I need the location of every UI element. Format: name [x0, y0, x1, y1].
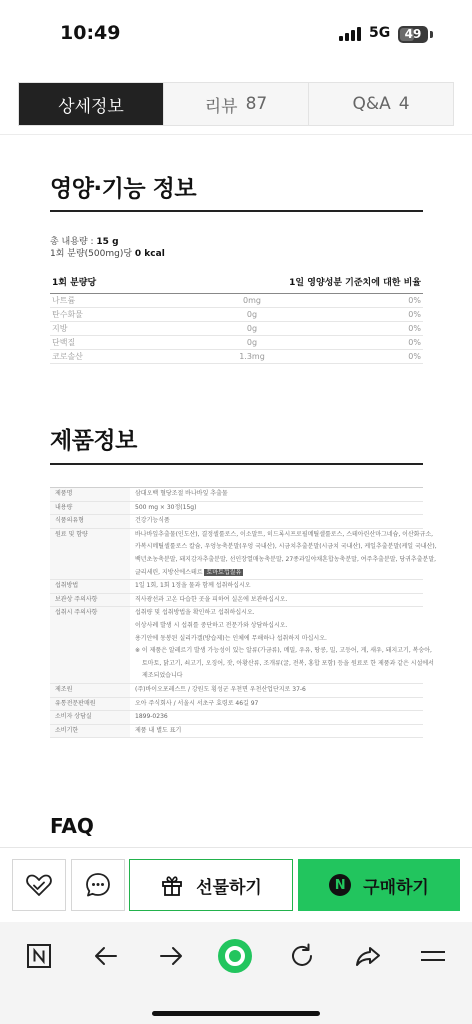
tabs-n-icon [25, 942, 53, 970]
gift-icon [160, 873, 184, 897]
table-row: 섭취시 주의사항 섭취량 및 섭취방법을 확인하고 섭취하십시오. 이상사례 발생 시 섭취를 중단하고 전문가와 상담하십시오. 용기안에 동봉된 실리카겔(방습제)는 인체에 무해하나 섭취하지 마십시오. ※ 이 제품은 알레르기 발생 가능성이 있는 알류(가금류), 메밀, 우유, 땅콩, 밀, 고등어, 게, 새우, 돼지고기, 복숭아, 토마토, 닭고기, 쇠고기, 오징어, 잣, 아황산류, 조개류(굴, 전복, 홍합 포함) 등을 원료로 한 제품과 같은 시설에서 제조되었습니다 [50, 607, 423, 684]
home-indicator [152, 1011, 320, 1016]
table-row: 단백질 0g 0% [50, 336, 423, 350]
home-button[interactable] [217, 938, 253, 974]
wishlist-button[interactable] [12, 859, 66, 911]
table-row: 코로솔산 1.3mg 0% [50, 350, 423, 364]
detail-tabs [18, 82, 454, 126]
refresh-icon [288, 942, 316, 970]
menu-button[interactable] [415, 938, 451, 974]
gift-button[interactable] [129, 859, 293, 911]
table-row: 식품의유형 건강기능식품 [50, 515, 423, 529]
table-row: 소비자 상담실 1899-0236 [50, 711, 423, 725]
battery-level: 49 [404, 27, 422, 41]
table-row: 소비기한 제품 내 별도 표기 [50, 725, 423, 739]
tab-qna-label: Q&A [352, 94, 391, 114]
signal-icon [339, 27, 363, 41]
table-row: 지방 0g 0% [50, 322, 423, 336]
faq-title: FAQ [50, 814, 94, 838]
product-info-table [50, 487, 437, 738]
share-icon [354, 942, 382, 970]
buy-button-label: 구매하기 [363, 877, 429, 898]
battery-cap [430, 31, 433, 38]
tab-detail-label: 상세정보 [58, 96, 124, 117]
table-row: 보관상 주의사항 직사광선과 고온 다습한 곳을 피하여 실온에 보관하십시오. [50, 594, 423, 608]
refresh-button[interactable] [284, 938, 320, 974]
menu-icon [419, 942, 447, 970]
table-row: 제품명 삼대오백 혈당조절 바나바잎 추출물 [50, 488, 423, 502]
tab-review-label: 리뷰 [204, 96, 238, 117]
gift-button-label: 선물하기 [196, 877, 262, 898]
status-bar [0, 0, 472, 70]
tab-qna-count: 4 [398, 94, 410, 114]
col-daily-value: 1일 영양성분 기준치에 대한 비율 [289, 278, 421, 288]
table-row: 내용량 500 mg × 30정(15g) [50, 502, 423, 516]
status-time: 10:49 [60, 22, 121, 44]
browser-toolbar [0, 922, 472, 1024]
share-button[interactable] [350, 938, 386, 974]
home-circle-icon [217, 938, 253, 974]
table-row: 유통전문판매원 오아 주식회사 / 서울시 서초구 효령로 46길 97 [50, 698, 423, 712]
naver-n-icon: N [329, 874, 351, 896]
tab-detail[interactable] [19, 83, 163, 125]
tab-review[interactable] [163, 83, 308, 125]
tab-review-count: 87 [245, 94, 268, 114]
chat-bubble-icon [84, 871, 112, 899]
back-button[interactable] [88, 938, 124, 974]
product-info-title-rule [50, 463, 423, 465]
nutrition-title-rule [50, 210, 423, 212]
nutrition-table [50, 272, 423, 364]
buy-button[interactable] [298, 859, 460, 911]
serving-calories: 1회 분량(500mg)당 0 kcal [50, 249, 165, 259]
forward-button[interactable] [153, 938, 189, 974]
tabs-button[interactable] [21, 938, 57, 974]
nutrition-title: 영양·기능 정보 [50, 176, 197, 202]
forward-arrow-icon [157, 942, 185, 970]
table-row: 원료 및 함량 바나바잎추출물(인도산), 결정셀룰로스, 이소말트, 히드록시프로필메틸셀룰로스, 스테아린산마그네슘, 이산화규소, 카복시메틸셀룰로스 칼슘, 우엉농축분말(우엉 국내산), 시금치추출분말(시금치 국내산), 케일추출분말(케일 국내산), 백년초농축분말, 돼지감자추출분말, 선인장열매농축분말, 27종과일야채혼합농축분말, 여주추출분말, 당귀추출분말, 글리세린, 지방산에스테르 토마토껍질유 [50, 529, 423, 580]
tab-qna[interactable] [308, 83, 453, 125]
tabs-divider [0, 134, 472, 135]
back-arrow-icon [92, 942, 120, 970]
nutrition-meta [50, 236, 165, 260]
table-row: 제조원 (주)바이오포레스트 / 강원도 횡성군 우천면 우천산업단지로 37-6 [50, 684, 423, 698]
nutrition-table-header [50, 272, 423, 294]
battery-icon [398, 26, 428, 43]
heart-check-icon [25, 872, 53, 898]
talk-button[interactable] [71, 859, 125, 911]
col-serving: 1회 분량당 [52, 278, 97, 288]
table-row: 탄수화물 0g 0% [50, 308, 423, 322]
total-content: 총 내용량 : 15 g [50, 237, 119, 247]
table-row: 섭취방법 1일 1회, 1회 1정을 물과 함께 섭취하십시오 [50, 580, 423, 594]
purchase-action-bar [0, 847, 472, 922]
table-row: 나트륨 0mg 0% [50, 294, 423, 308]
network-type: 5G [369, 25, 391, 41]
product-info-title: 제품정보 [50, 428, 137, 454]
highlighted-ingredient: 토마토껍질유 [206, 568, 242, 576]
